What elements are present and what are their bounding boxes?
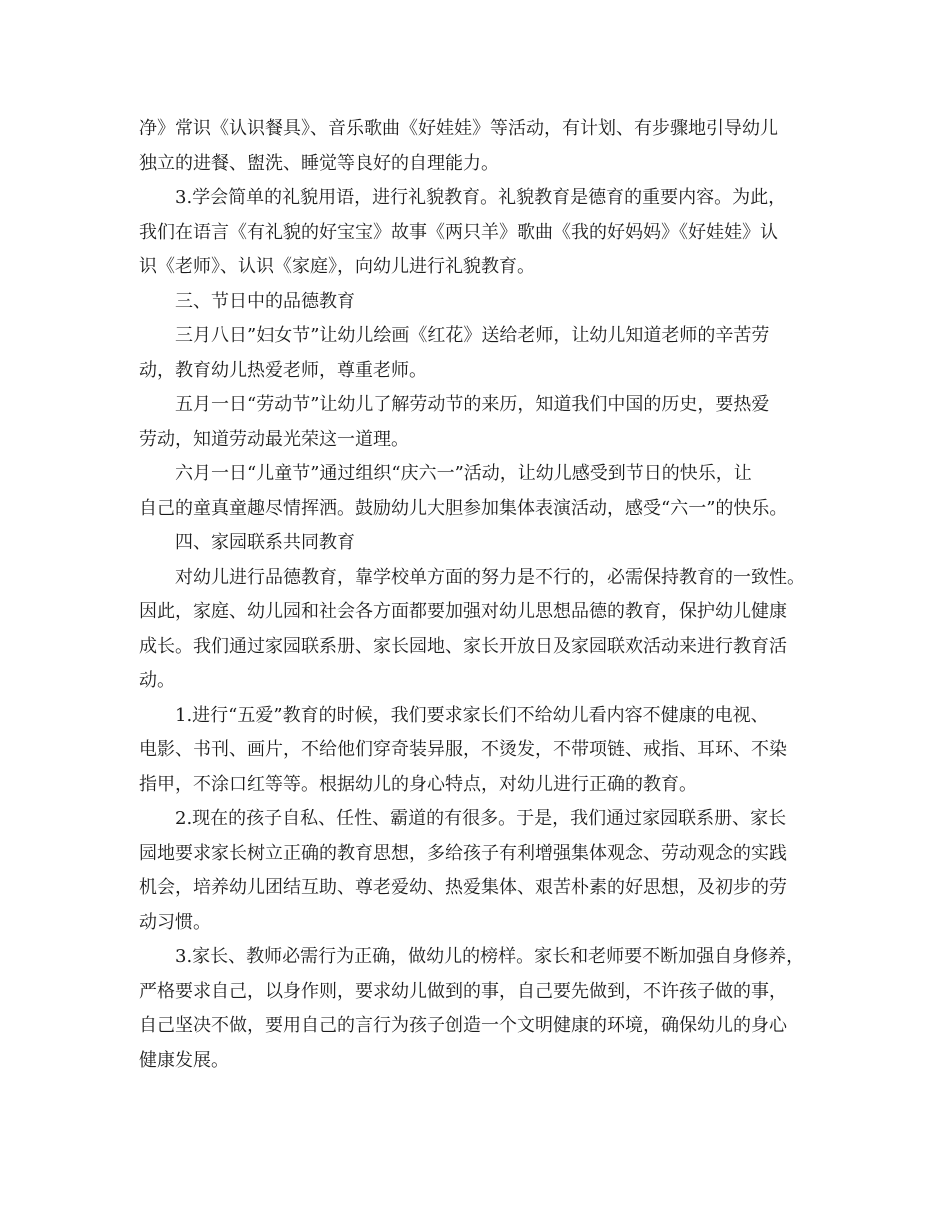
- text-line: 三月八日”妇女节”让幼儿绘画《红花》送给老师，让幼儿知道老师的辛苦劳: [175, 325, 770, 346]
- paragraph-womens-day: [139, 319, 815, 388]
- section-heading-festivals: [139, 285, 815, 320]
- text-line: 自己坚决不做，要用自己的言行为孩子创造一个文明健康的环境，确保幼儿的身心: [139, 1015, 787, 1036]
- section-heading: 三、节日中的品德教育: [175, 290, 355, 312]
- text-line: 劳动，知道劳动最光荣这一道理。: [139, 428, 409, 450]
- text-line: 成长。我们通过家园联系册、家长园地、家长开放日及家园联欢活动来进行教育活: [139, 635, 787, 657]
- text-line: 健康发展。: [139, 1049, 229, 1071]
- paragraph-continuation: [139, 112, 815, 181]
- text-line: 3.家长、教师必需行为正确，做幼儿的榜样。家长和老师要不断加强自身修养，: [175, 946, 805, 967]
- paragraph-childrens-day: [139, 457, 815, 526]
- document-body: [139, 112, 815, 1078]
- text-line: 2.现在的孩子自私、任性、霸道的有很多。于是，我们通过家园联系册、家长: [175, 808, 787, 829]
- text-line: 3.学会简单的礼貌用语，进行礼貌教育。礼貌教育是德育的重要内容。为此，: [175, 187, 787, 208]
- paragraph-labor-day: [139, 388, 815, 457]
- paragraph-politeness-item: [139, 181, 815, 285]
- text-line: 机会，培养幼儿团结互助、尊老爱幼、热爱集体、艰苦朴素的好思想，及初步的劳: [139, 877, 787, 898]
- section-heading-home-school: [139, 526, 815, 561]
- text-line: 六月一日“儿童节”通过组织“庆六一”活动，让幼儿感受到节日的快乐，让: [175, 463, 752, 484]
- text-line: 动习惯。: [139, 911, 211, 933]
- text-line: 指甲，不涂口红等等。根据幼儿的身心特点，对幼儿进行正确的教育。: [139, 773, 697, 795]
- paragraph-item-1: [139, 699, 815, 803]
- text-line: 园地要求家长树立正确的教育思想，多给孩子有利增强集体观念、劳动观念的实践: [139, 842, 787, 864]
- text-line: 五月一日“劳动节”让幼儿了解劳动节的来历，知道我们中国的历史，要热爱: [175, 394, 770, 415]
- text-line: 对幼儿进行品德教育，靠学校单方面的努力是不行的，必需保持教育的一致性。: [175, 566, 805, 588]
- text-line: 净》常识《认识餐具》、音乐歌曲《好娃娃》等活动，有计划、有步骤地引导幼儿: [139, 118, 778, 139]
- text-line: 动。: [139, 670, 175, 691]
- section-heading: 四、家园联系共同教育: [175, 532, 355, 553]
- text-line: 1.进行“五爱”教育的时候，我们要求家长们不给幼儿看内容不健康的电视、: [175, 704, 769, 726]
- text-line: 独立的进餐、盥洗、睡觉等良好的自理能力。: [139, 152, 499, 174]
- text-line: 严格要求自己，以身作则，要求幼儿做到的事，自己要先做到，不许孩子做的事，: [139, 980, 787, 1002]
- text-line: 自己的童真童趣尽情挥洒。鼓励幼儿大胆参加集体表演活动，感受“六一”的快乐。: [139, 497, 788, 519]
- text-line: 动，教育幼儿热爱老师，尊重老师。: [139, 359, 427, 381]
- paragraph-item-2: [139, 802, 815, 940]
- paragraph-item-3: [139, 940, 815, 1078]
- paragraph-home-school-intro: [139, 561, 815, 699]
- text-line: 我们在语言《有礼貌的好宝宝》故事《两只羊》歌曲《我的好妈妈》《好娃娃》认: [139, 221, 778, 243]
- text-line: 因此，家庭、幼儿园和社会各方面都要加强对幼儿思想品德的教育，保护幼儿健康: [139, 601, 787, 622]
- text-line: 电影、书刊、画片，不给他们穿奇装异服，不烫发，不带项链、戒指、耳环、不染: [139, 739, 787, 760]
- text-line: 识《老师》、认识《家庭》，向幼儿进行礼貌教育。: [139, 256, 535, 277]
